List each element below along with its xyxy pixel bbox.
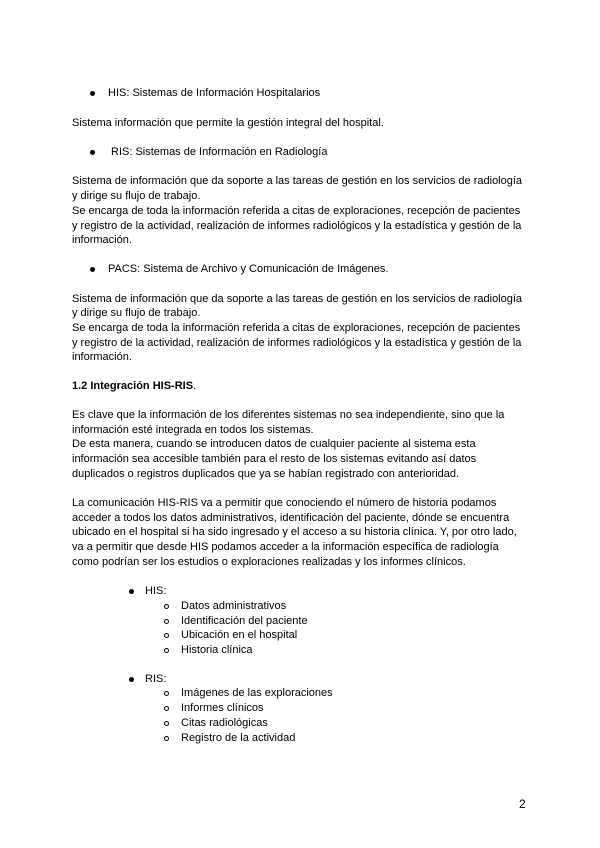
section-heading-text: 1.2 Integración HIS-RIS: [72, 380, 194, 392]
text-line: De esta manera, cuando se introducen datos de cualquier paciente al sistema esta: [72, 438, 476, 450]
bullet-icon: [90, 91, 95, 96]
text-line: duplicados o registros duplicados que ya se habían registrado con anterioridad.: [72, 468, 460, 480]
section-heading: [72, 379, 196, 393]
text-line: y registro de la actividad, realización de informes radiológicos y la estadística y gestión de la: [72, 220, 522, 232]
list-item: Imágenes de las exploraciones: [181, 687, 333, 699]
text-line: Sistema de información que da soporte a las tareas de gestión en los servicios de radiología: [72, 293, 523, 305]
circle-bullet-icon: [164, 619, 169, 624]
bullet-icon: [129, 589, 134, 594]
text-line: va a permitir que desde HIS podamos acceder a la información específica de radiología: [72, 541, 499, 553]
text-line: y dirige su flujo de trabajo.: [72, 307, 201, 319]
bullet-pacs: PACS: Sistema de Archivo y Comunicación de Imágenes.: [108, 263, 389, 275]
text-line: y registro de la actividad, realización de informes radiológicos y la estadística y gestión de la: [72, 337, 522, 349]
text-line: acceder a todos los datos administrativos, identificación del paciente, dónde se encuentra: [72, 512, 510, 524]
bullet-icon: [90, 150, 95, 155]
list-item: Registro de la actividad: [181, 732, 296, 744]
text-line: Sistema de información que da soporte a las tareas de gestión en los servicios de radiología: [72, 175, 523, 187]
text-line: información esté integrada en todos los sistemas.: [72, 424, 314, 436]
bullet-ris: RIS: Sistemas de Información en Radiología: [111, 146, 328, 158]
bullet-icon: [90, 267, 95, 272]
page-number: 2: [519, 797, 526, 811]
list-label: HIS:: [145, 585, 167, 597]
text-line: ubicado en el hospital si ha sido ingresado y el acceso a su historia clínica. Y, por otro lado,: [72, 526, 517, 538]
list-item: Informes clínicos: [181, 702, 264, 714]
text-line: Es clave que la información de los diferentes sistemas no sea independiente, sino que la: [72, 409, 505, 421]
list-item: Citas radiológicas: [181, 717, 268, 729]
list-label: RIS:: [145, 673, 167, 685]
text-line: y dirige su flujo de trabajo.: [72, 190, 201, 202]
text-line: como podrían ser los estudios o exploraciones realizadas y los informes clínicos.: [72, 556, 466, 568]
circle-bullet-icon: [164, 691, 169, 696]
bullet-icon: [129, 677, 134, 682]
circle-bullet-icon: [164, 721, 169, 726]
text-line: información.: [72, 351, 132, 363]
text-line: información sea accesible también para el resto de los sistemas evitando así datos: [72, 453, 477, 465]
his-description: Sistema información que permite la gestión integral del hospital.: [72, 117, 384, 129]
circle-bullet-icon: [164, 736, 169, 741]
bullet-his: HIS: Sistemas de Información Hospitalarios: [108, 87, 321, 99]
text-line: información.: [72, 234, 132, 246]
circle-bullet-icon: [164, 648, 169, 653]
list-item: Datos administrativos: [181, 600, 287, 612]
section-heading-suffix: .: [193, 380, 197, 392]
text-line: Se encarga de toda la información referida a citas de exploraciones, recepción de pacientes: [72, 322, 521, 334]
circle-bullet-icon: [164, 706, 169, 711]
list-item: Historia clínica: [181, 644, 253, 656]
circle-bullet-icon: [164, 633, 169, 638]
text-line: La comunicación HIS-RIS va a permitir que conociendo el número de historia podamos: [72, 497, 497, 509]
circle-bullet-icon: [164, 604, 169, 609]
list-item: Identificación del paciente: [181, 615, 308, 627]
text-line: Se encarga de toda la información referida a citas de exploraciones, recepción de pacientes: [72, 205, 521, 217]
list-item: Ubicación en el hospital: [181, 629, 298, 641]
